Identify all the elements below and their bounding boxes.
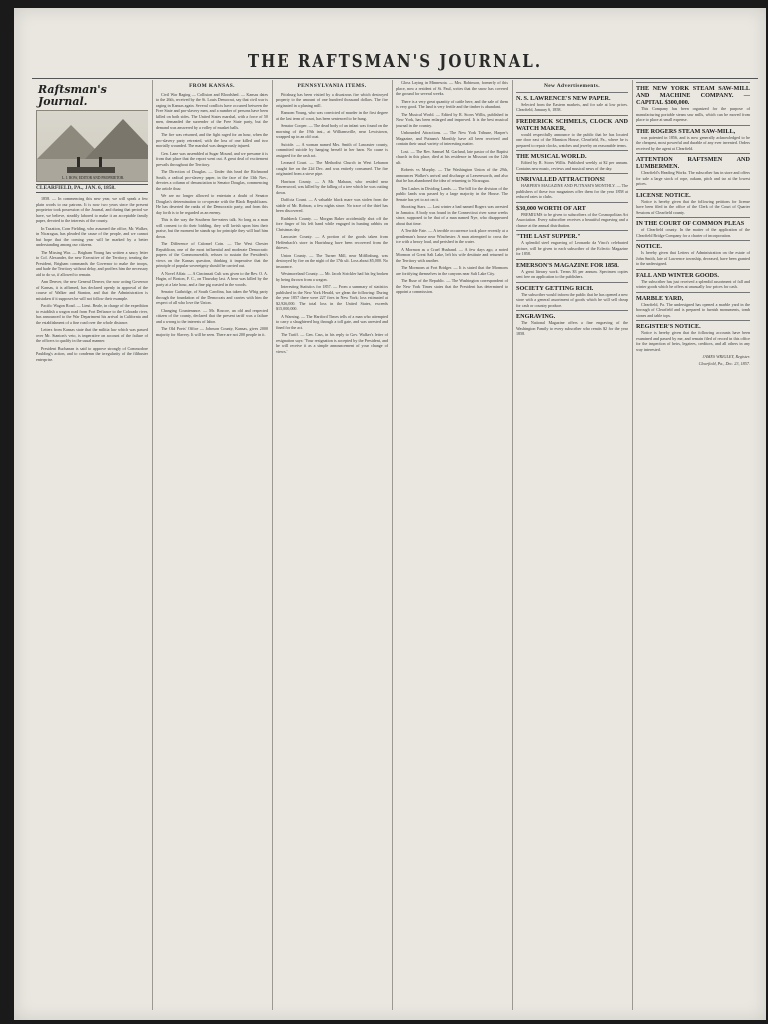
advertisement-title: SOCIETY GETTING RICH. <box>516 284 594 292</box>
column-5 <box>516 80 628 1010</box>
advertisement <box>636 320 750 352</box>
article-paragraph: The Mormons at Fort Bridger. — It is stated that the Mormons are fortifying themselves in the canyons near Salt Lake City. <box>396 265 508 276</box>
advertisement <box>636 292 750 319</box>
column-1 <box>36 80 148 1010</box>
advertisement-body: Clearfield's Heading Works. The subscriber has in store and offers for sale a large stock of rope, oakum, pitch and tar at the lowest prices. <box>636 170 750 186</box>
column-3-articles <box>276 92 388 355</box>
article-paragraph: The Missing War. — Brigham Young has written a saucy letter to Col. Alexander, the new Executive of the Territory, treating the President, Brigham commands the Governor to make the troops, and bade the Territory without delay, and proffers him the necessary aid to do so, if allowed to remain. <box>36 249 148 277</box>
advertisement-body: Is hereby given that Letters of Administration on the estate of John Smith, late of Lawrence township, deceased, have been granted to the undersigned. <box>636 250 750 266</box>
advertisement-title: THE NEW YORK STEAM SAW-MILL AND MACHINE COMPANY. — CAPITAL $300,000. <box>636 85 750 106</box>
article-paragraph: The Direction of Douglas. — Under this head the Richmond South, a radical pro-slavery paper, in the face of the 13th Nov., devotes a column of denunciation to Senator Douglas, commencing the article thus: <box>156 169 268 191</box>
article-paragraph: The Musical World. — Edited by R. Storrs Willis, published in New York, has been enlarged and improved. It is the best musical journal in the country. <box>396 111 508 128</box>
column-1-articles <box>36 196 148 362</box>
advertisement-title: LICENSE NOTICE. <box>636 191 691 199</box>
article-paragraph: Harrison County. — A Mr. Mahaan, who resided near Ravenwood, was killed by the falling of a tree which he was cutting down. <box>276 178 388 195</box>
article-paragraph: We are no longer allowed to entertain a doubt of Senator Douglas's determination to co-operate with the Black Republicans. He has deserted the ranks of the Democratic party, and from this day forth is to be regarded as an enemy. <box>156 193 268 215</box>
vignette-caption: L. J. ROW, EDITOR AND PROPRIETOR. <box>61 175 125 180</box>
advertisement <box>516 230 628 257</box>
advertisement-body: The subscriber has just received a splendid assortment of fall and winter goods which he offers at unusually low prices for cash. <box>636 278 750 289</box>
article-paragraph: A Terrible Fate. — A terrible occurrence took place recently at a gentleman's house near Winchester. A man attempted to cross the ice with a heavy load, and perished in the water. <box>396 228 508 244</box>
advertisement <box>636 82 750 123</box>
column-4 <box>396 80 508 1010</box>
advertisement <box>636 125 750 152</box>
advertisement <box>516 259 628 280</box>
article-paragraph: A Novel Affair. — A Cincinnati Cult was given to the Rev. O. A. Hagin, of Boston, F. C., on Thursday last. A bear was killed by the party at a late hour, and a fine pig roasted in the woods. <box>156 270 268 287</box>
advertisement <box>636 269 750 290</box>
article-paragraph: Rudsbeck County. — Morgan Baker accidentally shot off the fore finger of his left hand while engaged in hunting rabbits on Christmas day. <box>276 215 388 232</box>
column-rule <box>512 80 513 1010</box>
article-paragraph: Pittsburg has been visited by a disastrous fire which destroyed property to the amount of one hundred thousand dollars. The fire originated in a planing mill. <box>276 91 388 108</box>
advertisement-title: REGISTER'S NOTICE. <box>636 323 701 330</box>
masthead <box>32 52 758 79</box>
advertisement-title: THE MUSICAL WORLD. <box>516 153 587 161</box>
advertisement-body: of Clearfield county. In the matter of the application of the Clearfield Bridge Company for a charter of incorporation. <box>636 227 750 238</box>
advertisement-title: MARBLE YARD, <box>636 294 684 302</box>
advertisement <box>636 240 750 267</box>
article-paragraph: Letters from Kansas state that the militia law which was passed over Mr. Stanton's veto, is imperative on account of the failure of the officers to qualify in the usual manner. <box>36 327 148 343</box>
advertisement-body: The subscriber would inform the public that he has opened a new store with a general assortment of goods which he will sell cheap for cash or country produce. <box>516 291 628 308</box>
article-paragraph: Leonard Court. — The Methodist Church in West Lebanon caught fire on the 22d Dec. and was entirely consumed. The fire originated from a stove pipe. <box>276 160 388 177</box>
advertisement-title: ATTENTION RAFTSMEN AND LUMBERMEN. <box>636 156 750 170</box>
advertisement-body: PREMIUMS to be given to subscribers of the Cosmopolitan Art Association. Every subscriber receives a beautiful engraving and a chance at the annual distribution. <box>516 211 628 228</box>
article-paragraph: Civil War Raging — Collision and Bloodshed. — Kansas dates to the 26th, received by the St. Louis Democrat, say that civil war is raging in Kansas again. Several conflicts have occurred between the Free State and pro-slavery men, and a number of persons have been killed on both sides. The United States marshal, with a force of 50 men, demanded the surrender of the Free State party, but the demand was answered by a volley of musket balls. <box>156 91 268 130</box>
article-paragraph: This is the way the Southern fire-eaters talk. So long as a man will consent to do their bidding, they will lavish upon him their praise, but the moment he stands up for principle they will hurl him down. <box>156 217 268 239</box>
advertisement-body: Notice is hereby given that the following petitions for license have been filed in the office of the Clerk of the Court of Quarter Sessions of Clearfield county. <box>636 198 750 215</box>
column-5-heading: New Advertisements. <box>543 83 601 89</box>
article-paragraph: Senator Cooper. — The dead body of an infant was found on the morning of the 19th inst., at Williamsville, near Lewistown, wrapped up in an old coat. <box>276 123 388 140</box>
advertisement <box>516 202 628 229</box>
article-paragraph: Roberts vs Murphy. — The Washington Union of the 29th, announces Walker's arrival and discharge at Leavenworth, and also that he has abandoned the idea of returning to Nicaragua. <box>396 167 508 183</box>
article-paragraph: The Difference of Calomel Coin. — The West Chester Republican, one of the most influential and moderate Democratic papers of the Commonwealth, refuses to sustain the President's views on the Kansas question, thinking it imperative that the principle of popular sovereignty should be carried out. <box>156 241 268 269</box>
article-paragraph: The Old Poets' Office — Johnson County, Kansas, gives 2000 majority for Slavery. It will be seen. There are not 200 people in it. <box>156 326 268 337</box>
advertisement-title: IN THE COURT OF COMMON PLEAS <box>636 220 745 227</box>
advertisement-body: Edited by R. Storrs Willis. Published weekly at $2 per annum. Contains new music, reviews and musical news of the day. <box>516 160 628 171</box>
advertisement-title: N. S. LAWRENCE'S NEW PAPER. <box>516 94 611 102</box>
column-2 <box>156 80 268 1010</box>
advertisement-body: Clearfield, Pa. The undersigned has opened a marble yard in the borough of Clearfield and is prepared to furnish monuments, tomb stones and table tops. <box>636 301 750 318</box>
article-paragraph: Unbounded Attractions. — The New York Tribune, Harper's Magazine, and Putnam's Monthly have all been received and contain their usual variety of interesting matter. <box>396 130 508 146</box>
article-paragraph: Ten Lashes in Dividing Lands. — The bill for the division of the public lands was passed by a large majority in the House. The Senate has yet to act on it. <box>396 185 508 202</box>
column-6 <box>636 80 750 1010</box>
advertisement-body: A splendid steel engraving of Leonardo da Vinci's celebrated picture, will be given to each subscriber of the Eclectic Magazine for 1858. <box>516 240 628 257</box>
article-paragraph: The Ruse of the Republic. — The Washington correspondent of the New York Times states that the President has determined to appoint a commission. <box>396 278 508 294</box>
article-paragraph: Westmoreland County. — Mr. Jacob Strickler had his leg broken by being thrown from a wagon. <box>276 271 388 282</box>
article-paragraph: The fire was returned, and the fight raged for an hour, when the pro-slavery party retreated, with the loss of one killed and two mortally wounded. The marshal was dangerously injured. <box>156 132 268 149</box>
advertisement-body: HARPER'S MAGAZINE AND PUTNAM'S MONTHLY. — The publishers of these two magazines offer them for the year 1858 at reduced rates to clubs. <box>516 183 628 200</box>
advertisement <box>516 310 628 337</box>
article-paragraph: Gloss Laying in Minnesota. — Mrs. Robinson, formerly of this place, now a resident of St. Paul, writes that the snow has covered the ground for several weeks. <box>396 80 508 96</box>
column-6-ads <box>636 82 750 352</box>
article-paragraph: 1858. — In commencing this new year, we will speak a few plain words to our patrons. It is now two years since the present proprietor took possession of the Journal, and during that period we have, we believe, steadily labored to make it an acceptable family paper, devoted to the interests of the county. <box>36 196 148 223</box>
advertisement-title: ENGRAVING. <box>516 313 556 321</box>
article-paragraph: Pacific Wagon Road. — Lieut. Beale, in charge of the expedition to establish a wagon road from Fort Defiance to the Colorado river, has announced to the War Department his arrival in California and the establishment of a fine road over the whole distance. <box>36 303 148 325</box>
advertisement-body: Notice is hereby given that the following accounts have been examined and passed by me, and remain filed of record in this office for the inspection of heirs, legatees, creditors, and all others in any way interested. <box>636 330 750 352</box>
column-3-heading: PENNSYLVANIA ITEMS. <box>297 83 367 89</box>
article-paragraph: Lancaster County. — A portion of the goods taken from Heffenbach's store in Harrisburg have been recovered from the thieves. <box>276 234 388 251</box>
column-rule <box>272 80 273 1010</box>
article-paragraph: Gen. Lane was assembled at Sugar Mound, and we presume it is from that place that the report went out. A great deal of excitement prevails throughout the Territory. <box>156 150 268 167</box>
advertisement-body: This Company has been organized for the purpose of manufacturing portable steam saw mills, which can be moved from place to place at small expense. <box>636 106 750 122</box>
advertisement <box>516 282 628 309</box>
advertisement <box>516 92 628 113</box>
article-paragraph: Union County. — The Turner Mill, near Mifflinburg, was destroyed by fire on the night of the 17th ult. Loss about $5,000. No insurance. <box>276 252 388 269</box>
advertisement-title: THE ROGERS STEAM SAW-MILL, <box>636 127 736 135</box>
article-paragraph: Lost. — The Rev. Samuel M. Garland, late pastor of the Baptist church in this place, died at his residence in Missouri on the 12th ult. <box>396 148 508 165</box>
advertisement-body: would respectfully announce to the public that he has located one door east of the Mansion House, Clearfield, Pa., where he is prepared to repair clocks, watches and jewelry on reasonable terms. <box>516 131 628 148</box>
advertisement-body: was patented in 1856, and is now generally acknowledged to be the cheapest, most powerful and durable of any ever invented. Orders received by the agent at Clearfield. <box>636 134 750 151</box>
article-paragraph: A Mormon as a Cruel Husband. — A few days ago, a noted Mormon of Great Salt Lake, left his wife destitute and returned to the Territory with another. <box>396 246 508 263</box>
column-5-ads <box>516 92 628 337</box>
column-rule <box>152 80 153 1010</box>
column-4-articles <box>396 80 508 295</box>
advertisement <box>516 150 628 171</box>
article-paragraph: Changing Countenance. — Mr. Roscoe, an old and respected citizen of the county, declared that the present tariff was a failure and a wrong to the interests of labor. <box>156 307 268 324</box>
advertisement-body: Selected from the Eastern markets, and for sale at low prices. Clearfield, January 6, 1858. <box>516 101 628 113</box>
article-paragraph: The Tariff. — Gen. Cass, in his reply to Gov. Walker's letter of resignation says: 'Your resignation is accepted by the President, and he will receive it as a simple announcement of your change of views.' <box>276 332 388 354</box>
article-paragraph: Ann Denver, the new General Denver, the now acting Governor of Kansas, it is affirmed, has declared openly in approval of the course of Walker and Stanton, and that the Administration is mistaken if it supposes he will not follow their example. <box>36 279 148 301</box>
advertisement-body: A great literary work. Terms $3 per annum. Specimen copies sent free on application to the publishers. <box>516 268 628 280</box>
advertisement-title: EMERSON'S MAGAZINE FOR 1858. <box>516 261 619 269</box>
register-signature: JAMES WRIGLEY, Register. <box>702 354 750 359</box>
column-2-heading: FROM KANSAS. <box>189 83 235 89</box>
advertisement <box>636 153 750 187</box>
column-rule <box>632 80 633 1010</box>
advertisement <box>636 189 750 216</box>
article-paragraph: Shooting Stars. — Last winter a bad named Rogers was arrested in Jamaica. A body was found in the Connecticut river some weeks since, supposed to be that of a man named Nye, who disappeared about that time. <box>396 204 508 226</box>
article-paragraph: President Buchanan is said to approve strongly of Commodore Paulding's action, and to condemn the irregularity of the filibuster enterprise. <box>36 345 148 362</box>
article-paragraph: Suicide. — A woman named Mrs. Smith of Lancaster county, committed suicide by hanging herself in her barn. No cause is assigned for the rash act. <box>276 141 388 158</box>
nameplate: Raftsman's Journal. <box>38 83 107 108</box>
article-paragraph: In Taxation, Corn Fielding, who assumed the office, Mr. Walker, in Nicaragua, has pleaded the cause of the people, and we cannot but hope that the coming year will be marked by a better understanding among our citizens. <box>36 225 148 247</box>
advertisement-title: FREDERICK SCHMELS, CLOCK AND WATCH MAKER, <box>516 117 628 132</box>
article-paragraph: There is a very great quantity of cattle here, and the sale of them is very good. The land is very fertile and the timber is abundant. <box>396 98 508 109</box>
advertisement <box>636 217 750 238</box>
article-paragraph: Dafficia Count. — A valuable black mare was stolen from the stable of Mr. Robson, a few nights since. No trace of the thief has been discovered. <box>276 197 388 214</box>
article-paragraph: Senator Guthridge, of South Carolina, has taken the Whig party through the foundation of the Democrats and carries with him the respect of all who love the Union. <box>156 289 268 306</box>
advertisement-body: The National Magazine offers a fine engraving of the Washington Family to every subscriber who remits $2 for the year 1858. <box>516 320 628 337</box>
article-paragraph: Ransom Young, who was convicted of murder in the first degree at the last term of court, has been sentenced to be hung. <box>276 110 388 121</box>
column-rule <box>392 80 393 1010</box>
advertisement-title: UNRIVALLED ATTRACTIONS! <box>516 176 605 184</box>
advertisement-title: NOTICE. <box>636 243 662 250</box>
article-paragraph: A Warning. — The Hartford Times tells of a man who attempted to carry a slaughtered hog through a toll gate, and was arrested and fined for the act. <box>276 313 388 330</box>
dateline: CLEARFIELD, PA., JAN. 6, 1858. <box>36 184 148 193</box>
column-3 <box>276 80 388 1010</box>
article-paragraph: Interesting Statistics for 1857. — From a summary of statistics published in the New York Herald, we glean the following: During the year 1857 there were 227 fires in New York; loss estimated at $2,926,000. The total loss in the United States, exceeds $15,000,000. <box>276 284 388 312</box>
advertisement-title: FALL AND WINTER GOODS. <box>636 271 719 279</box>
advertisement <box>516 115 628 149</box>
advertisement-title: "THE LAST SUPPER." <box>516 233 581 241</box>
register-date: Clearfield, Pa., Dec. 23, 1857. <box>698 360 750 366</box>
column-2-articles <box>156 92 268 338</box>
masthead-title: THE RAFTSMAN'S JOURNAL. <box>247 50 543 72</box>
raftsmen-vignette <box>36 110 148 182</box>
newspaper-page <box>14 8 766 1020</box>
advertisement-title: $30,000 WORTH OF ART <box>516 204 586 212</box>
advertisement <box>516 173 628 200</box>
